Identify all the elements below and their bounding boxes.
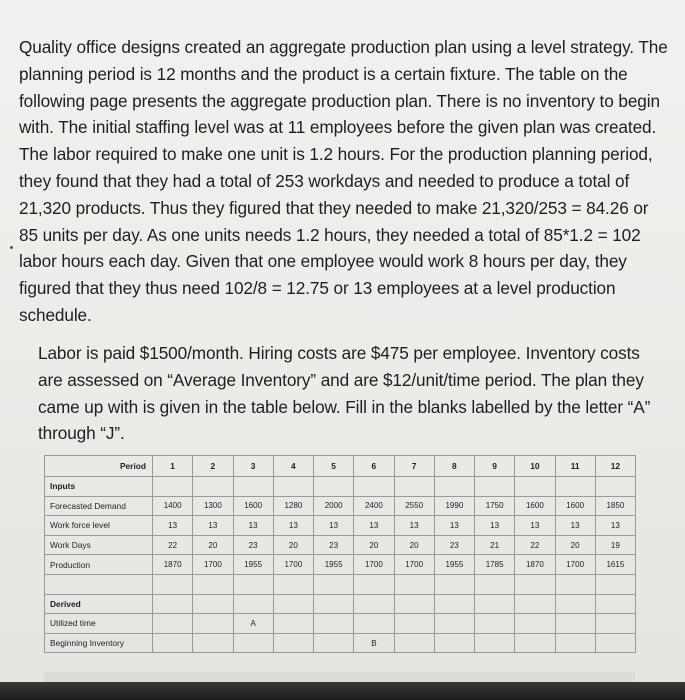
inputs-section-row [45,477,636,497]
period-cell: 9 [475,456,515,477]
period-cell: 4 [273,456,313,477]
table-cell: 13 [555,516,595,536]
table-cell [153,633,193,653]
table-cell: 22 [153,535,193,555]
forecasted-demand-row [45,496,636,516]
table-cell [314,574,354,594]
table-cell: 1700 [273,555,313,575]
table-cell [45,574,153,594]
table-cell: 13 [354,516,394,536]
table-cell [273,633,313,653]
bullet-dot [10,246,13,249]
table-cell: 13 [233,516,273,536]
table-cell: 1615 [595,555,635,575]
period-cell: 6 [354,456,394,477]
table-cell: 2550 [394,496,434,516]
period-cell: 8 [434,456,474,477]
work-days-row-label: Work Days [45,535,153,555]
table-cell: 23 [233,535,273,555]
work-force-level-row [45,516,636,536]
utilized-time-row [45,614,636,634]
forecasted-demand-row-label: Forecasted Demand [45,496,153,516]
table-cell [515,574,555,594]
table-cell [193,574,233,594]
table-cell [153,594,193,614]
table-cell: 1600 [515,496,555,516]
table-cell [153,614,193,634]
table-cell: 1600 [555,496,595,516]
table-cell: 1785 [475,555,515,575]
table-cell: 1870 [153,555,193,575]
table-cell: 23 [434,535,474,555]
production-row-label: Production [45,555,153,575]
table-cell [515,614,555,634]
table-cell: 13 [434,516,474,536]
table-cell: 1750 [475,496,515,516]
utilized-time-row-label: Utilized time [45,614,153,634]
table-cell: B [354,633,394,653]
table-cell [314,594,354,614]
table-cell: 1700 [394,555,434,575]
table-cell: 1990 [434,496,474,516]
table-cell: 1280 [273,496,313,516]
table-cell [354,574,394,594]
table-cell [434,633,474,653]
period-cell: 12 [595,456,635,477]
table-cell [555,594,595,614]
table-cell [475,594,515,614]
table-cell [434,614,474,634]
table-cell [475,633,515,653]
inputs-section-label: Inputs [45,477,153,497]
table-body [45,456,636,653]
work-days-row [45,535,636,555]
period-cell: 3 [233,456,273,477]
table-cell [273,574,313,594]
table-cell [394,594,434,614]
table-cell [515,633,555,653]
table-cell: 1400 [153,496,193,516]
table-cell [193,633,233,653]
derived-section-row [45,594,636,614]
table-cell [595,614,635,634]
period-header-row [45,456,636,477]
table-cell: 13 [595,516,635,536]
table-cell: 20 [394,535,434,555]
table-cell [314,614,354,634]
table-cell: 22 [515,535,555,555]
table-cell: 13 [153,516,193,536]
table-cell: 13 [515,516,555,536]
table-cell: 1870 [515,555,555,575]
table-cell [153,574,193,594]
table-cell: 20 [193,535,233,555]
table-cell [354,614,394,634]
table-cell [515,594,555,614]
production-row [45,555,636,575]
table-cell [555,614,595,634]
table-cell: 1955 [233,555,273,575]
table-cell: 2400 [354,496,394,516]
table-cell: 13 [273,516,313,536]
table-cell: 20 [555,535,595,555]
table-cell [555,574,595,594]
table-cell: 19 [595,535,635,555]
table-cell: 1700 [193,555,233,575]
table-cell: 1600 [233,496,273,516]
table-cell [595,633,635,653]
table-cell: 1955 [434,555,474,575]
table-cell: 1700 [354,555,394,575]
table-cell: 23 [314,535,354,555]
period-cell: 11 [555,456,595,477]
bottom-edge [0,682,685,700]
period-label: Period [45,456,153,477]
production-plan-table [44,455,635,653]
table-cell [595,574,635,594]
table-cell [193,594,233,614]
beginning-inventory-row [45,633,636,653]
table-cell [434,574,474,594]
beginning-inventory-row-label: Beginning Inventory [45,633,153,653]
table-cell [475,614,515,634]
period-cell: 1 [153,456,193,477]
table-cell: 21 [475,535,515,555]
table-cell: 20 [354,535,394,555]
table-cell [354,594,394,614]
table-cell: 2000 [314,496,354,516]
period-cell: 2 [193,456,233,477]
table-cell [475,574,515,594]
table-cell [394,633,434,653]
table-cell [233,574,273,594]
table-cell: 13 [475,516,515,536]
table-cell: 13 [394,516,434,536]
period-cell: 10 [515,456,555,477]
table-cell [394,614,434,634]
table-shadow [44,672,635,682]
table-cell [273,594,313,614]
table-cell: 13 [314,516,354,536]
table-cell [233,594,273,614]
problem-paragraph-2: Labor is paid $1500/month. Hiring costs are $475 per employee. Inventory costs are assessed on “Average Inventory” and are $12/unit/time period. The plan they came up with is given in the table below. Fill in the blanks labelled by the letter “A” through “J”. [38,343,651,444]
blank-row [45,574,636,594]
table-cell [233,633,273,653]
table-cell: A [233,614,273,634]
table-cell [434,594,474,614]
table-cell: 1300 [193,496,233,516]
table-cell: 13 [193,516,233,536]
table-cell: 1955 [314,555,354,575]
table-cell: 20 [273,535,313,555]
derived-section-label: Derived [45,594,153,614]
work-force-level-row-label: Work force level [45,516,153,536]
problem-paragraph-1: Quality office designs created an aggregate production plan using a level strategy. The planning period is 12 months and the product is a certain fixture. The table on the following page presents the aggregate production plan. There is no inventory to begin with. The initial staffing level was at 11 employees before the given plan was created. The labor required to make one unit is 1.2 hours. For the production planning period, they found that they had a total of 253 workdays and needed to produce a total of 21,320 products. Thus they figured that they needed to make 21,320/253 = 84.26 or 85 units per day. As one units needs 1.2 hours, they needed a total of 85*1.2 = 102 labor hours each day. Given that one employee would work 8 hours per day, they figured that they thus need 102/8 = 12.75 or 13 employees at a level production schedule. [19,37,668,325]
table-cell [394,574,434,594]
table-cell [555,633,595,653]
period-cell: 5 [314,456,354,477]
table-cell [314,633,354,653]
table-cell [193,614,233,634]
table-cell [595,594,635,614]
period-cell: 7 [394,456,434,477]
table-cell [273,614,313,634]
table-cell: 1700 [555,555,595,575]
table-cell: 1850 [595,496,635,516]
